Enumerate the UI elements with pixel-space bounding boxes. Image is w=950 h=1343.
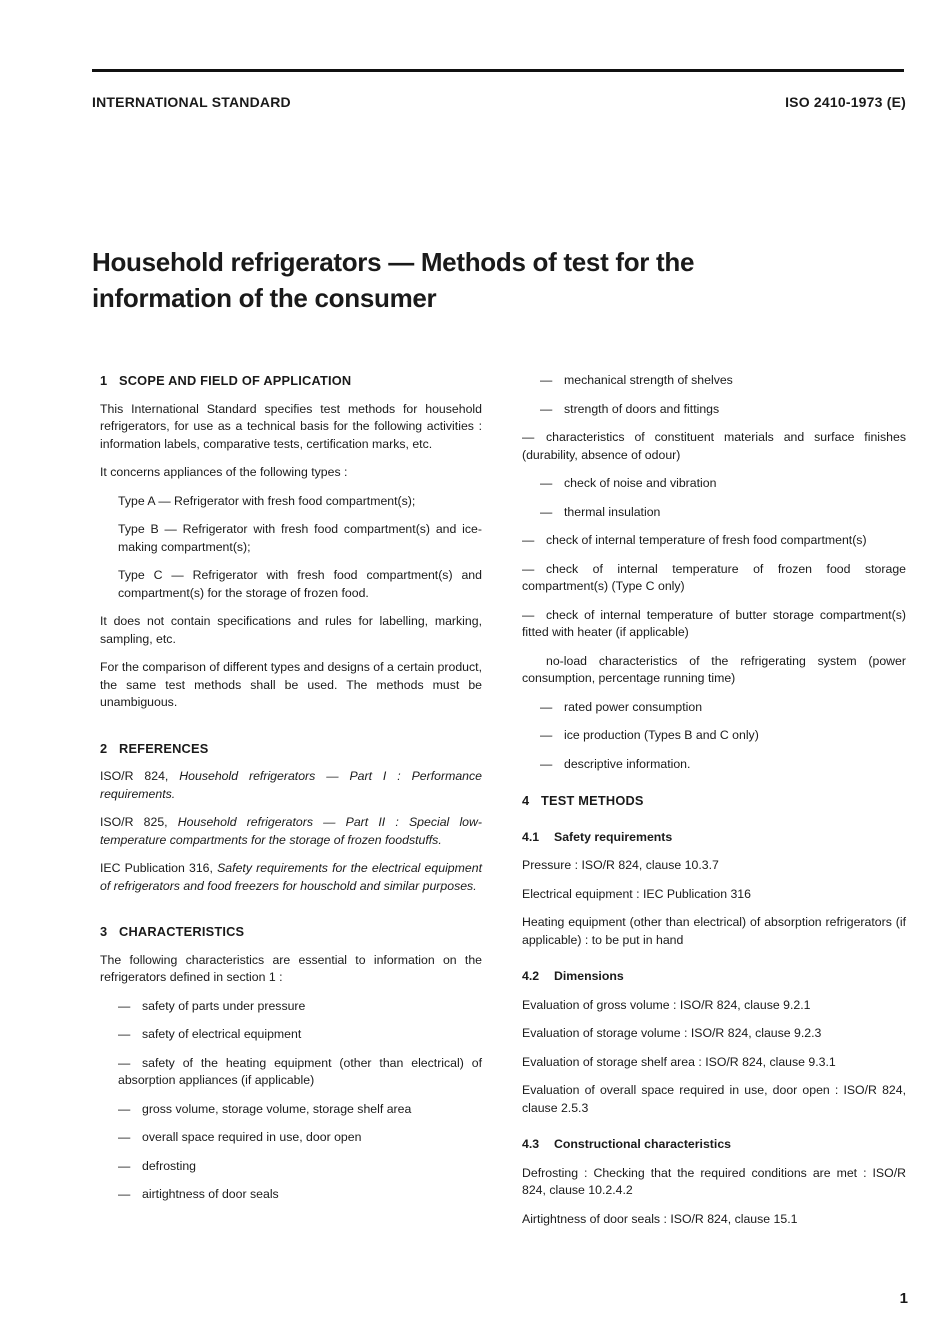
dash-bullet: — <box>522 430 535 444</box>
characteristic-item <box>100 1186 482 1204</box>
item-text: no-load characteristics of the refrigerating system (power consumption, percentage running time) <box>522 653 906 685</box>
dash-bullet: — <box>540 699 553 714</box>
left-column <box>100 372 482 1215</box>
item-text: check of internal temperature of fresh food compartment(s) <box>546 533 867 547</box>
subsection-4-2-heading <box>522 968 906 986</box>
item-text: defrosting <box>142 1158 197 1173</box>
item-text: characteristics of constituent materials and surface finishes (durability, absence of odour) <box>522 430 906 462</box>
section-number: 2 <box>100 740 108 756</box>
subsection-title: Dimensions <box>554 969 624 983</box>
types-intro: It concerns appliances of the following types : <box>100 465 348 479</box>
reference-item <box>100 768 482 803</box>
dash-bullet: — <box>540 476 553 490</box>
characteristic-item <box>522 475 906 493</box>
item-text: check of internal temperature of butter storage compartment(s) fitted with heater (if applicable) <box>522 607 906 639</box>
item-text: strength of doors and fittings <box>564 401 720 416</box>
safety-line: Heating equipment (other than electrical) of absorption refrigerators (if applicable) : to be put in hand <box>522 915 906 947</box>
item-text: gross volume, storage volume, storage shelf area <box>142 1101 412 1116</box>
dash-bullet: — <box>540 401 553 416</box>
construction-line: Airtightness of door seals : ISO/R 824, clause 15.1 <box>522 1211 798 1226</box>
characteristic-item <box>522 727 906 745</box>
header-standard-number: ISO 2410-1973 (E) <box>785 94 906 110</box>
section-title: TEST METHODS <box>541 793 644 808</box>
characteristic-item <box>100 1101 482 1119</box>
item-text: safety of the heating equipment (other than electrical) of absorption appliances (if applicable) <box>118 1055 482 1087</box>
item-text: airtightness of door seals <box>142 1187 279 1201</box>
subsection-number: 4.2 <box>522 969 540 983</box>
section-number: 3 <box>100 924 108 939</box>
characteristic-item <box>522 607 906 642</box>
dash-bullet: — <box>118 1158 131 1173</box>
type-c: Type C — Refrigerator with fresh food compartment(s) and compartment(s) for the storage of frozen food. <box>118 568 482 600</box>
reference-item <box>100 814 482 849</box>
dimension-line: Evaluation of storage volume : ISO/R 824, clause 9.2.3 <box>522 1026 822 1040</box>
subsection-4-3-heading <box>522 1136 906 1154</box>
dimension-line: Evaluation of storage shelf area : ISO/R 824, clause 9.3.1 <box>522 1054 836 1069</box>
dash-bullet: — <box>540 504 553 519</box>
characteristic-item <box>522 653 906 688</box>
reference-title: Safety requirements for the electrical equipment of refrigerators and food freezers for houschold and similar purposes. <box>100 861 482 893</box>
item-text: check of noise and vibration <box>564 476 717 490</box>
section-4-heading <box>522 792 906 810</box>
characteristic-item <box>522 372 906 390</box>
item-text: rated power consumption <box>564 699 703 714</box>
characteristic-item <box>522 429 906 464</box>
subsection-number: 4.3 <box>522 1137 540 1151</box>
top-rule <box>92 69 904 72</box>
item-text: descriptive information. <box>564 756 691 771</box>
section-number: 1 <box>100 373 108 388</box>
item-text: overall space required in use, door open <box>142 1130 362 1144</box>
characteristic-item <box>522 699 906 717</box>
type-b: Type B — Refrigerator with fresh food compartment(s) and ice-making compartment(s); <box>118 522 482 554</box>
dash-bullet: — <box>522 607 535 622</box>
characteristic-item <box>522 532 906 550</box>
dimension-line: Evaluation of overall space required in use, door open : ISO/R 824, clause 2.5.3 <box>522 1083 906 1115</box>
safety-line: Pressure : ISO/R 824, clause 10.3.7 <box>522 858 719 872</box>
reference-title: Household refrigerators — Part II : Special low-temperature compartments for the storage of frozen foodstuffs. <box>100 815 482 847</box>
dash-bullet: — <box>540 373 553 387</box>
item-text: mechanical strength of shelves <box>564 373 733 387</box>
exclusions-paragraph: It does not contain specifications and rules for labelling, marking, sampling, etc. <box>100 614 482 646</box>
construction-line: Defrosting : Checking that the required conditions are met : ISO/R 824, clause 10.2.4.2 <box>522 1165 906 1197</box>
dash-bullet: — <box>118 1187 131 1201</box>
section-2-heading <box>100 740 482 758</box>
section-title: SCOPE AND FIELD OF APPLICATION <box>119 373 352 388</box>
item-text: thermal insulation <box>564 504 661 519</box>
characteristic-item <box>522 504 906 522</box>
section-title: REFERENCES <box>119 740 209 756</box>
section-1-heading <box>100 372 482 390</box>
document-title: Household refrigerators — Methods of test for the information of the consumer <box>92 247 695 313</box>
characteristic-item <box>100 1158 482 1176</box>
characteristic-item <box>100 1129 482 1147</box>
subsection-4-1-heading <box>522 829 906 847</box>
subsection-title: Safety requirements <box>554 829 673 844</box>
dash-bullet: — <box>118 1101 131 1116</box>
dash-bullet: — <box>540 728 553 742</box>
dimension-line: Evaluation of gross volume : ISO/R 824, clause 9.2.1 <box>522 997 811 1012</box>
item-text: safety of parts under pressure <box>142 998 306 1013</box>
subsection-title: Constructional characteristics <box>554 1137 731 1151</box>
section-title: CHARACTERISTICS <box>119 924 245 939</box>
safety-line: Electrical equipment : IEC Publication 316 <box>522 886 751 901</box>
characteristic-item <box>100 1026 482 1044</box>
dash-bullet: — <box>118 1055 131 1070</box>
reference-title: Household refrigerators — Part I : Performance requirements. <box>100 769 482 801</box>
subsection-number: 4.1 <box>522 829 540 844</box>
characteristic-item <box>100 1055 482 1090</box>
reference-code: ISO/R 824, <box>100 769 180 783</box>
characteristic-item <box>100 998 482 1016</box>
characteristics-intro: The following characteristics are essential to information on the refrigerators defined in section 1 : <box>100 952 482 984</box>
dash-bullet: — <box>522 533 535 547</box>
section-3-heading <box>100 923 482 941</box>
dash-bullet: — <box>118 1130 131 1144</box>
item-text: safety of electrical equipment <box>142 1027 302 1041</box>
type-a: Type A — Refrigerator with fresh food compartment(s); <box>118 493 416 508</box>
scope-paragraph: This International Standard specifies test methods for household refrigerators, for use as a technical basis for the following activities : information labels, comparative tests, certification marks, etc. <box>100 401 482 451</box>
comparison-paragraph: For the comparison of different types and designs of a certain product, the same test methods shall be used. The methods must be unambiguous. <box>100 660 482 709</box>
item-text: check of internal temperature of frozen food storage compartment(s) (Type C only) <box>522 561 906 593</box>
characteristic-item <box>522 756 906 774</box>
right-column <box>522 372 906 1239</box>
section-number: 4 <box>522 793 530 808</box>
dash-bullet: — <box>118 998 131 1013</box>
dash-bullet: — <box>118 1027 131 1041</box>
item-text: ice production (Types B and C only) <box>564 728 759 742</box>
reference-item <box>100 860 482 895</box>
page-number: 1 <box>899 1290 908 1307</box>
reference-code: IEC Publication 316, <box>100 861 218 875</box>
dash-bullet: — <box>540 756 553 771</box>
header-standard-label: INTERNATIONAL STANDARD <box>92 94 291 110</box>
dash-bullet: — <box>522 561 535 576</box>
reference-code: ISO/R 825, <box>100 815 178 829</box>
characteristic-item <box>522 561 906 596</box>
characteristic-item <box>522 401 906 419</box>
